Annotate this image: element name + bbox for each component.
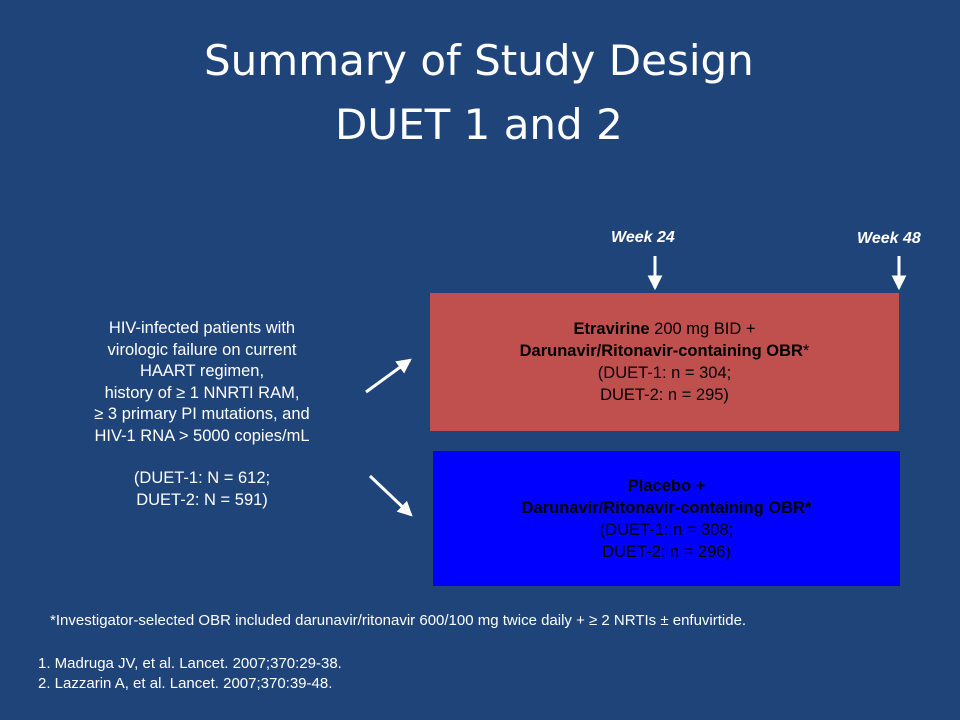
etravirine-arm-box (430, 293, 899, 431)
placebo-arm-regimen: Placebo + (627, 476, 706, 495)
population-n-line: (DUET-1: N = 612; (133, 469, 271, 487)
etravirine-arm-regimen: Etravirine 200 mg BID + (573, 320, 756, 338)
population-line: HAART regimen, (139, 362, 265, 380)
placebo-arm-n-duet2: DUET-2: n = 296) (602, 542, 731, 561)
reference-item: 2. Lazzarin A, et al. Lancet. 2007;370:39-48. (38, 675, 333, 692)
patient-population (50, 318, 354, 511)
references (38, 654, 342, 694)
population-line: virologic failure on current (107, 340, 297, 359)
etravirine-arm-n-duet2: DUET-2: n = 295) (600, 386, 729, 404)
placebo-arm-box (433, 451, 900, 586)
slide-title: Summary of Study Design (204, 36, 754, 85)
obr-footnote: *Investigator-selected OBR included darunavir/ritonavir 600/100 mg twice daily + ≥ 2 NRTIs ± enfuvirtide. (50, 612, 747, 629)
placebo-arm-backbone: Darunavir/Ritonavir-containing OBR* (521, 498, 812, 517)
population-line: HIV-infected patients with (108, 319, 296, 337)
etravirine-arm-n-duet1: (DUET-1: n = 304; (597, 364, 732, 382)
placebo-arm-n-duet1: (DUET-1: n = 308; (599, 520, 734, 539)
population-line: ≥ 3 primary PI mutations, and (94, 405, 310, 423)
randomization-arrow-up (366, 360, 410, 392)
population-line: history of ≥ 1 NNRTI RAM, (104, 383, 300, 402)
etravirine-arm-backbone: Darunavir/Ritonavir-containing OBR* (519, 342, 810, 360)
population-line: HIV-1 RNA > 5000 copies/mL (94, 426, 310, 445)
reference-item: 1. Madruga JV, et al. Lancet. 2007;370:29-38. (38, 655, 342, 672)
slide-subtitle: DUET 1 and 2 (335, 100, 623, 149)
population-n-line: DUET-2: N = 591) (136, 490, 268, 509)
week-24-label: Week 24 (611, 229, 675, 246)
randomization-arrow-down (370, 476, 411, 515)
week-48-label: Week 48 (857, 230, 921, 247)
